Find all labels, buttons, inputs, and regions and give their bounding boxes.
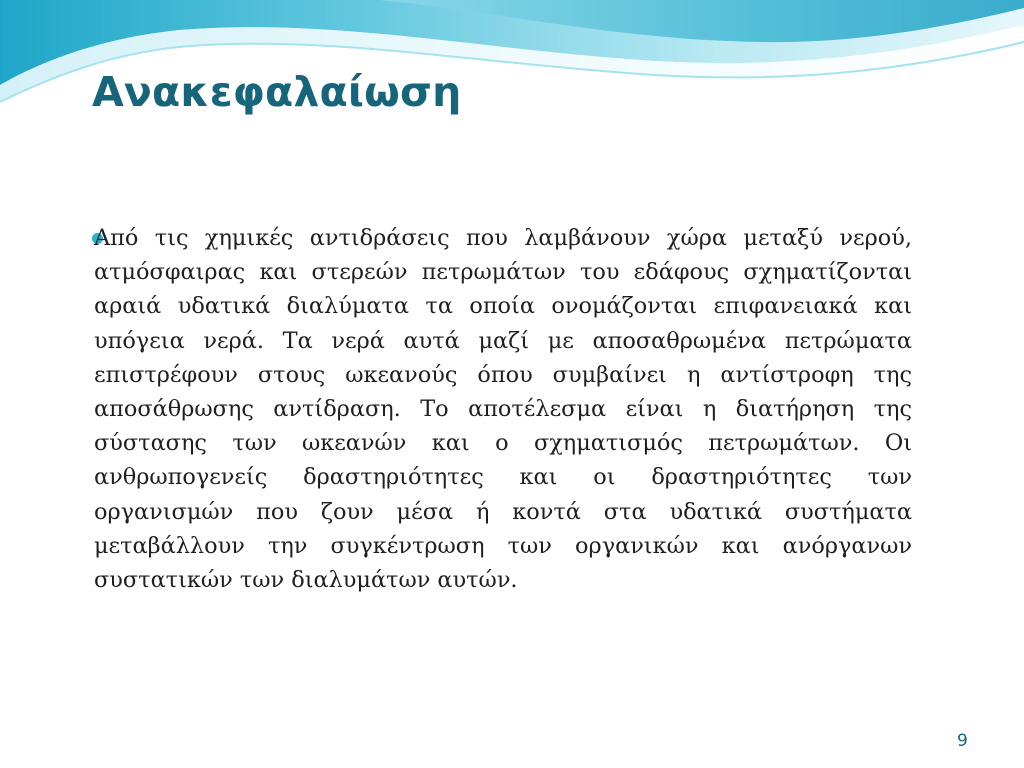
slide-content	[94, 221, 912, 597]
slide-title: Ανακεφαλαίωση	[92, 68, 462, 116]
bullet-text: Από τις χημικές αντιδράσεις που λαμβάνουν χώρα μεταξύ νερού, ατμόσφαιρας και στερεών πετρωμάτων του εδάφους σχηματίζονται αραιά υδατικά διαλύματα τα οποία ονομάζονται επιφανειακά και υπόγεια νερά. Τα νερά αυτά μαζί με αποσαθρωμένα πετρώματα επιστρέφουν στους ωκεανούς όπου συμβαίνει η αντίστροφη της αποσάθρωσης αντίδραση. Το αποτέλεσμα είναι η διατήρηση της σύστασης των ωκεανών και ο σχηματισμός πετρωμάτων. Οι ανθρωπογενείς δραστηριότητες και οι δραστηριότητες των οργανισμών που ζουν μέσα ή κοντά στα υδατικά συστήματα μεταβάλλουν την συγκέντρωση των οργανικών και ανόργανων συστατικών των διαλυμάτων αυτών.	[94, 225, 912, 594]
page-number: 9	[957, 731, 968, 751]
